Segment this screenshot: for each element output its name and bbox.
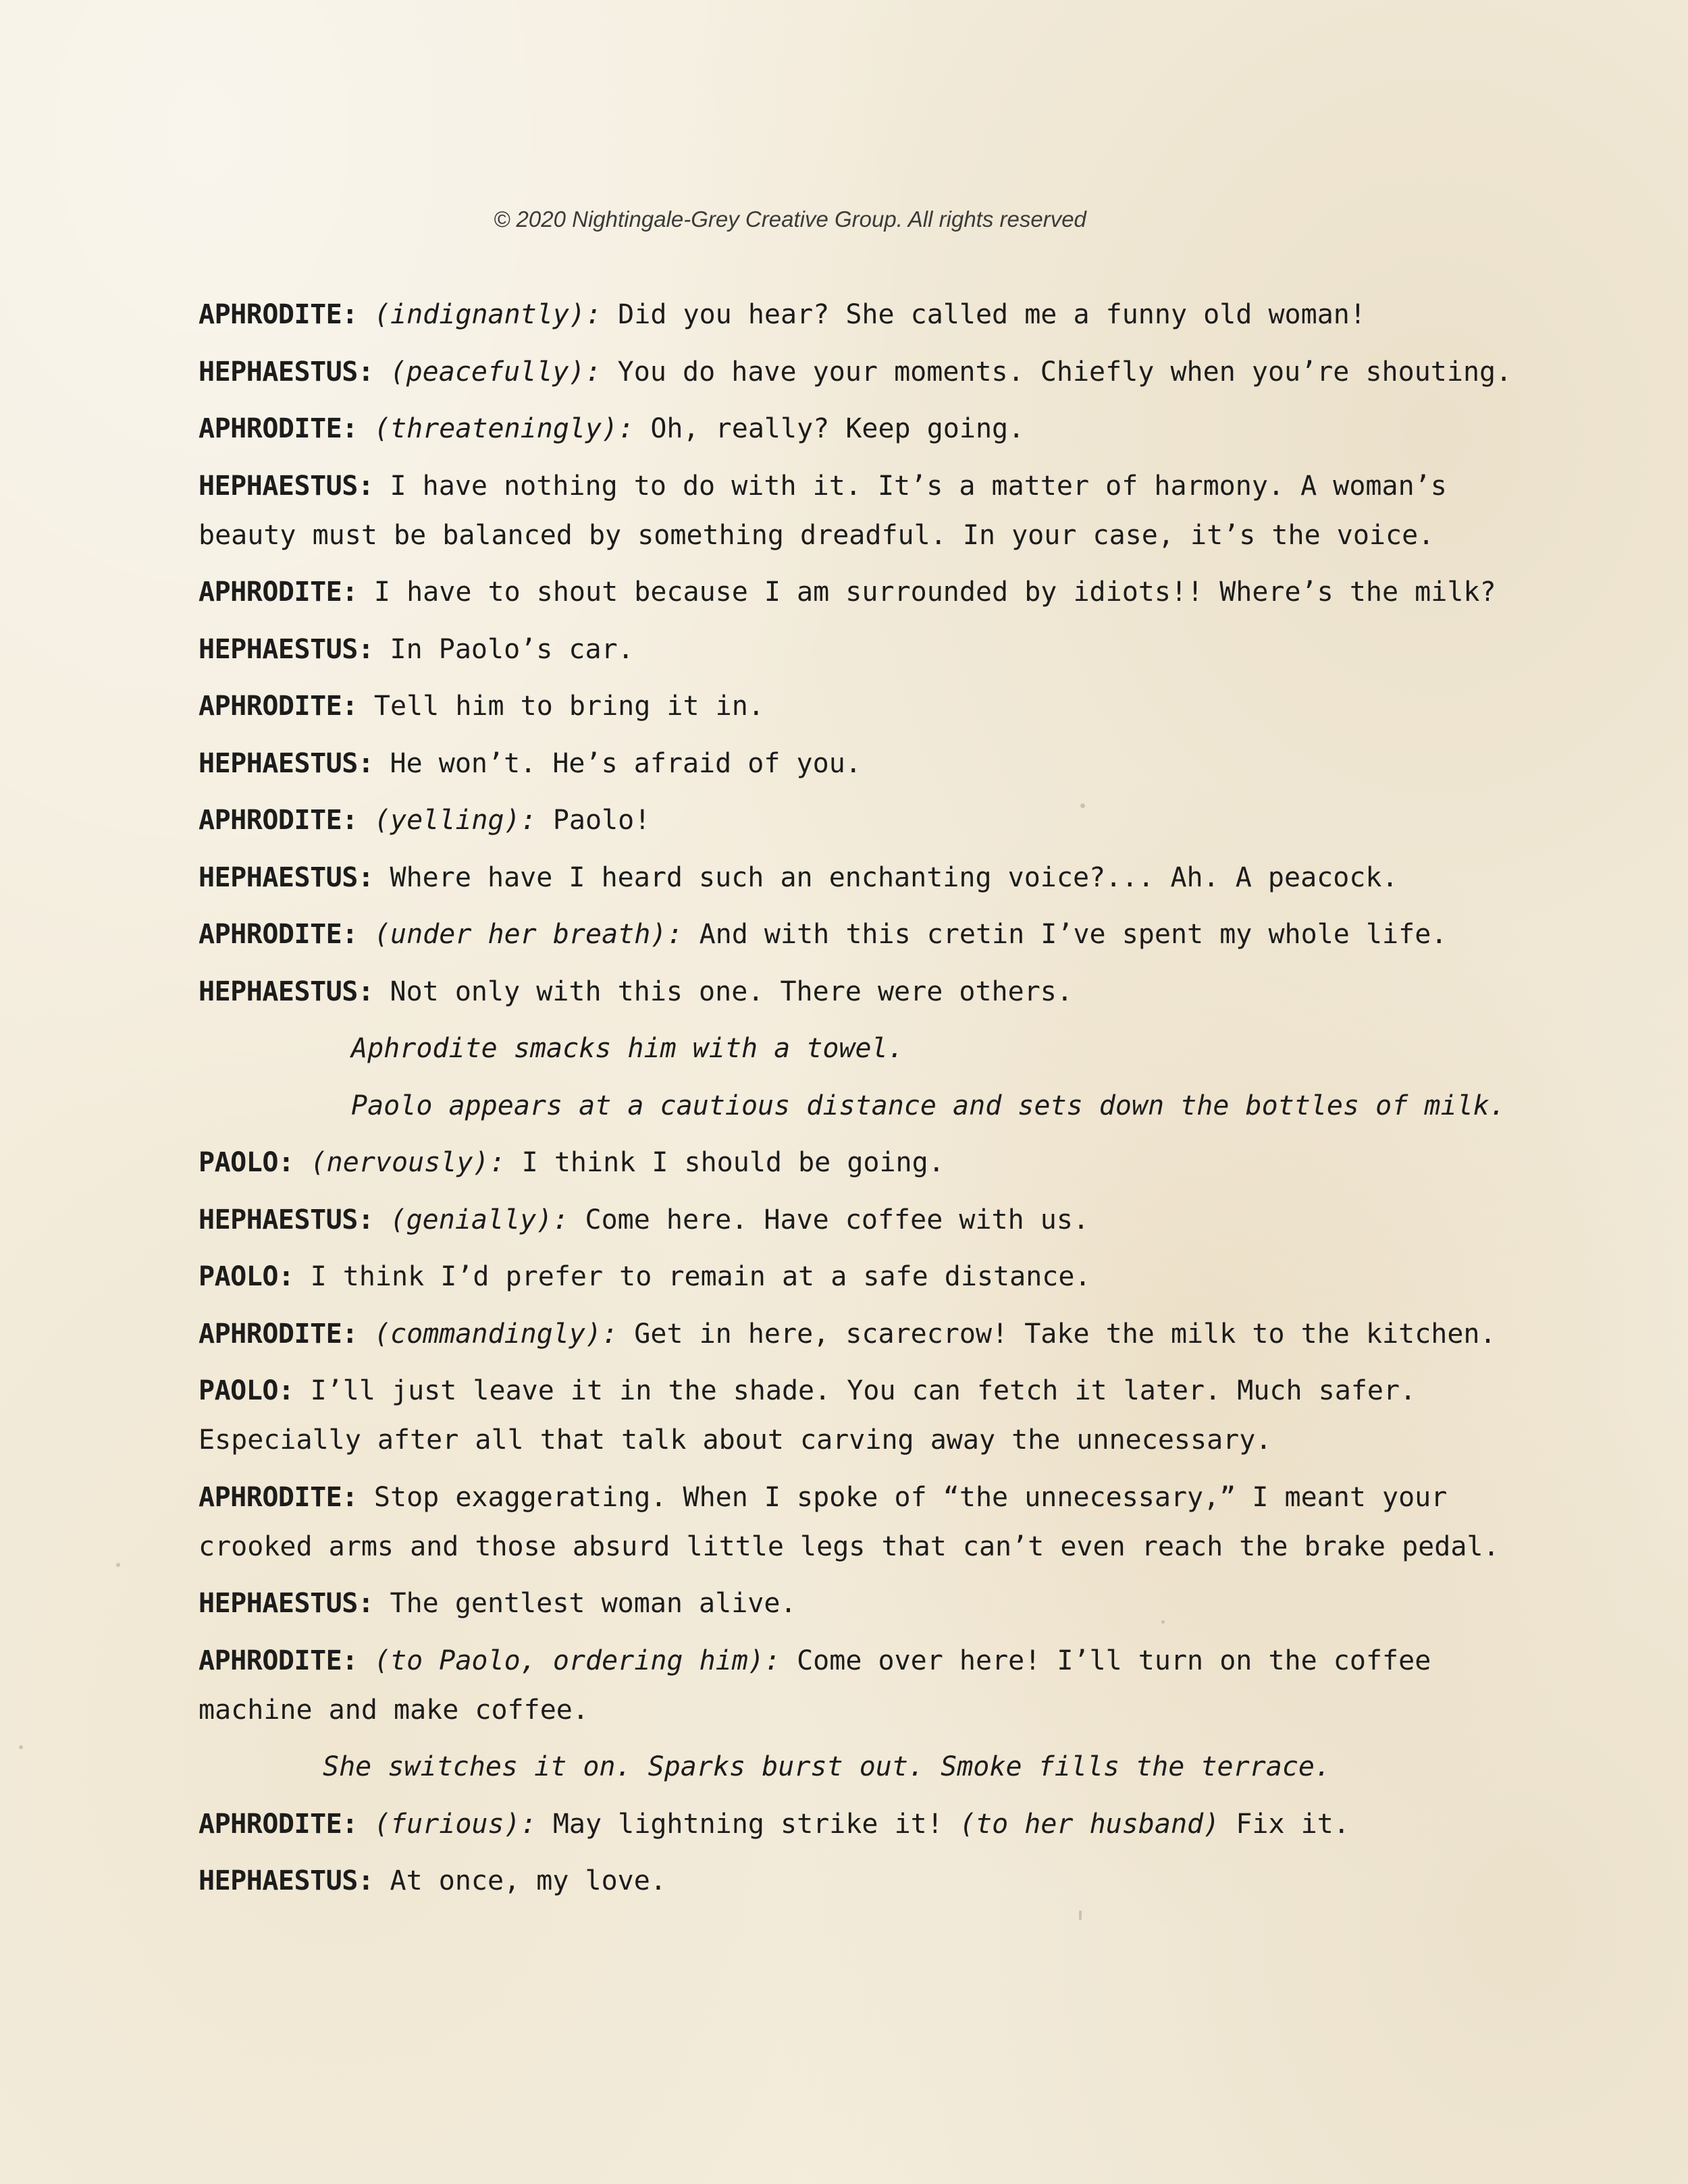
dialogue-text: I think I should be going. [521, 1147, 945, 1178]
dialogue-line [199, 1138, 1515, 1188]
dialogue-line [199, 348, 1515, 397]
dialogue-text: You do have your moments. Chiefly when you’re shouting. [617, 356, 1512, 388]
dialogue-text: In Paolo’s car. [390, 633, 634, 665]
character-name: APHRODITE: [199, 805, 358, 836]
character-name: APHRODITE: [199, 1318, 358, 1350]
character-name: APHRODITE: [199, 413, 358, 444]
parenthetical: (furious): [373, 1808, 537, 1840]
character-name: PAOLO: [199, 1261, 294, 1292]
character-name: HEPHAESTUS: [199, 1204, 374, 1235]
parenthetical: (to her husband) [959, 1808, 1220, 1840]
character-name: APHRODITE: [199, 577, 358, 608]
dialogue-line [199, 1473, 1515, 1572]
script-body [199, 290, 1515, 1914]
parenthetical: (to Paolo, ordering him): [373, 1645, 781, 1676]
dialogue-text: Not only with this one. There were others. [390, 976, 1073, 1007]
dialogue-line [199, 682, 1515, 731]
dialogue-text: I think I’d prefer to remain at a safe distance. [310, 1261, 1091, 1292]
dialogue-text: Paolo! [552, 805, 651, 836]
dialogue-line [199, 1857, 1515, 1906]
parenthetical: (peacefully): [390, 356, 602, 388]
character-name: HEPHAESTUS: [199, 1588, 374, 1619]
character-name: HEPHAESTUS: [199, 861, 374, 893]
parenthetical: (threateningly): [373, 413, 635, 444]
parenthetical: (under her breath): [373, 919, 683, 950]
dialogue-text: Did you hear? She called me a funny old woman! [618, 299, 1366, 330]
dialogue-line [199, 404, 1515, 454]
dialogue-line [199, 1310, 1515, 1359]
dialogue-text: The gentlest woman alive. [390, 1588, 797, 1619]
dialogue-text: At once, my love. [390, 1865, 666, 1896]
parenthetical: (genially): [390, 1204, 569, 1235]
dialogue-line [199, 967, 1515, 1017]
character-name: HEPHAESTUS: [199, 470, 374, 502]
character-name: APHRODITE: [199, 1808, 358, 1840]
character-name: APHRODITE: [199, 1481, 358, 1513]
dialogue-line [199, 1579, 1515, 1628]
dialogue-line [199, 1366, 1515, 1465]
dialogue-line [199, 462, 1515, 560]
dialogue-text: And with this cretin I’ve spent my whole life. [699, 919, 1448, 950]
character-name: APHRODITE: [199, 691, 358, 722]
character-name: APHRODITE: [199, 919, 358, 950]
dialogue-line [199, 290, 1515, 340]
dialogue-line [199, 910, 1515, 959]
dialogue-line [199, 568, 1515, 617]
character-name: PAOLO: [199, 1147, 294, 1178]
paper-speck [116, 1563, 120, 1567]
dialogue-text: May lightning strike it! [552, 1808, 943, 1840]
character-name: APHRODITE: [199, 1645, 358, 1676]
parenthetical: (nervously): [310, 1147, 506, 1178]
stage-direction: Aphrodite smacks him with a towel. [351, 1033, 904, 1064]
character-name: HEPHAESTUS: [199, 747, 374, 779]
parenthetical: (indignantly): [373, 299, 602, 330]
dialogue-text: Come over here! I’ll turn on the coffee machine and make coffee. [199, 1645, 1431, 1726]
paper-speck [19, 1745, 23, 1749]
dialogue-text: Get in here, scarecrow! Take the milk to the kitchen. [634, 1318, 1496, 1350]
character-name: PAOLO: [199, 1375, 294, 1406]
dialogue-line [199, 1800, 1515, 1849]
dialogue-text: Oh, really? Keep going. [650, 413, 1025, 444]
dialogue-text: I’ll just leave it in the shade. You can fetch it later. Much safer. Especially after all that talk about carving away the unnecessary. [199, 1375, 1417, 1456]
character-name: HEPHAESTUS: [199, 976, 374, 1007]
character-name: HEPHAESTUS: [199, 356, 374, 388]
dialogue-line [199, 625, 1515, 674]
dialogue-text: He won’t. He’s afraid of you. [390, 747, 862, 779]
dialogue-line [199, 853, 1515, 903]
dialogue-line [199, 1636, 1515, 1735]
dialogue-text: I have nothing to do with it. It’s a matter of harmony. A woman’s beauty must be balanced by something dreadful. In your case, it’s the voice. [199, 470, 1447, 551]
dialogue-text: Stop exaggerating. When I spoke of “the unnecessary,” I meant your crooked arms and those absurd little legs that can’t even reach the brake pedal. [199, 1481, 1500, 1562]
dialogue-line [199, 1252, 1515, 1302]
stage-direction: Paolo appears at a cautious distance and sets down the bottles of milk. [351, 1090, 1506, 1121]
dialogue-line [199, 1196, 1515, 1245]
character-name: HEPHAESTUS: [199, 633, 374, 665]
copyright-notice: © 2020 Nightingale-Grey Creative Group. All rights reserved [494, 207, 1086, 232]
parenthetical: (yelling): [373, 805, 537, 836]
character-name: HEPHAESTUS: [199, 1865, 374, 1896]
dialogue-text: Fix it. [1236, 1808, 1350, 1840]
dialogue-line [199, 739, 1515, 789]
dialogue-text: I have to shout because I am surrounded by idiots!! Where’s the milk? [373, 577, 1496, 608]
dialogue-text: Where have I heard such an enchanting voice?... Ah. A peacock. [390, 861, 1398, 893]
dialogue-text: Tell him to bring it in. [373, 691, 764, 722]
stage-direction: She switches it on. Sparks burst out. Smoke fills the terrace. [323, 1751, 1331, 1782]
parenthetical: (commandingly): [373, 1318, 618, 1350]
character-name: APHRODITE: [199, 299, 358, 330]
dialogue-text: Come here. Have coffee with us. [585, 1204, 1090, 1235]
dialogue-line [199, 796, 1515, 845]
